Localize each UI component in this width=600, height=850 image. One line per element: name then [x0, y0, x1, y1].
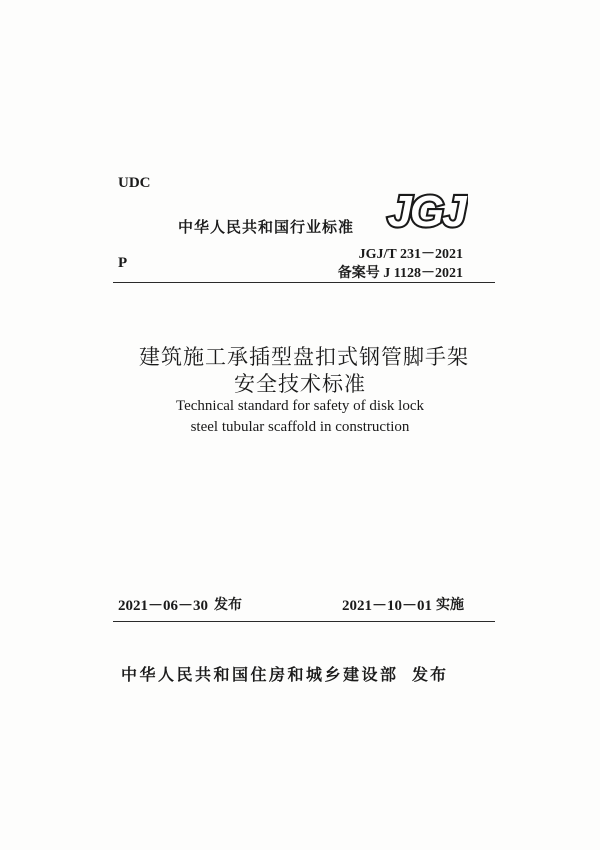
standard-type: 中华人民共和国行业标准 [178, 218, 355, 236]
standard-code: JGJ/T 231－2021 [358, 247, 463, 262]
udc-label: UDC [118, 175, 151, 191]
top-divider [113, 282, 495, 283]
bottom-divider [113, 621, 495, 622]
implement-date: 2021－10－01 [342, 598, 433, 614]
title-en-line1: Technical standard for safety of disk lock [175, 398, 425, 414]
title-en-line2: steel tubular scaffold in construction [190, 419, 410, 435]
jgj-logo-text: JGJ [387, 187, 465, 234]
jgj-logo [384, 186, 468, 234]
issue-date: 2021－06－30 [118, 598, 209, 614]
title-cn-line1: 建筑施工承插型盘扣式钢管脚手架 [139, 345, 469, 369]
implement-label: 实施 [436, 597, 464, 613]
filing-number: 备案号 J 1128－2021 [337, 266, 463, 281]
publisher-name: 中华人民共和国住房和城乡建设部 [121, 665, 399, 684]
publish-label: 发布 [412, 665, 449, 684]
title-cn-line2: 安全技术标准 [234, 372, 366, 396]
category-label: P [118, 255, 128, 271]
issue-label: 发布 [214, 597, 242, 613]
